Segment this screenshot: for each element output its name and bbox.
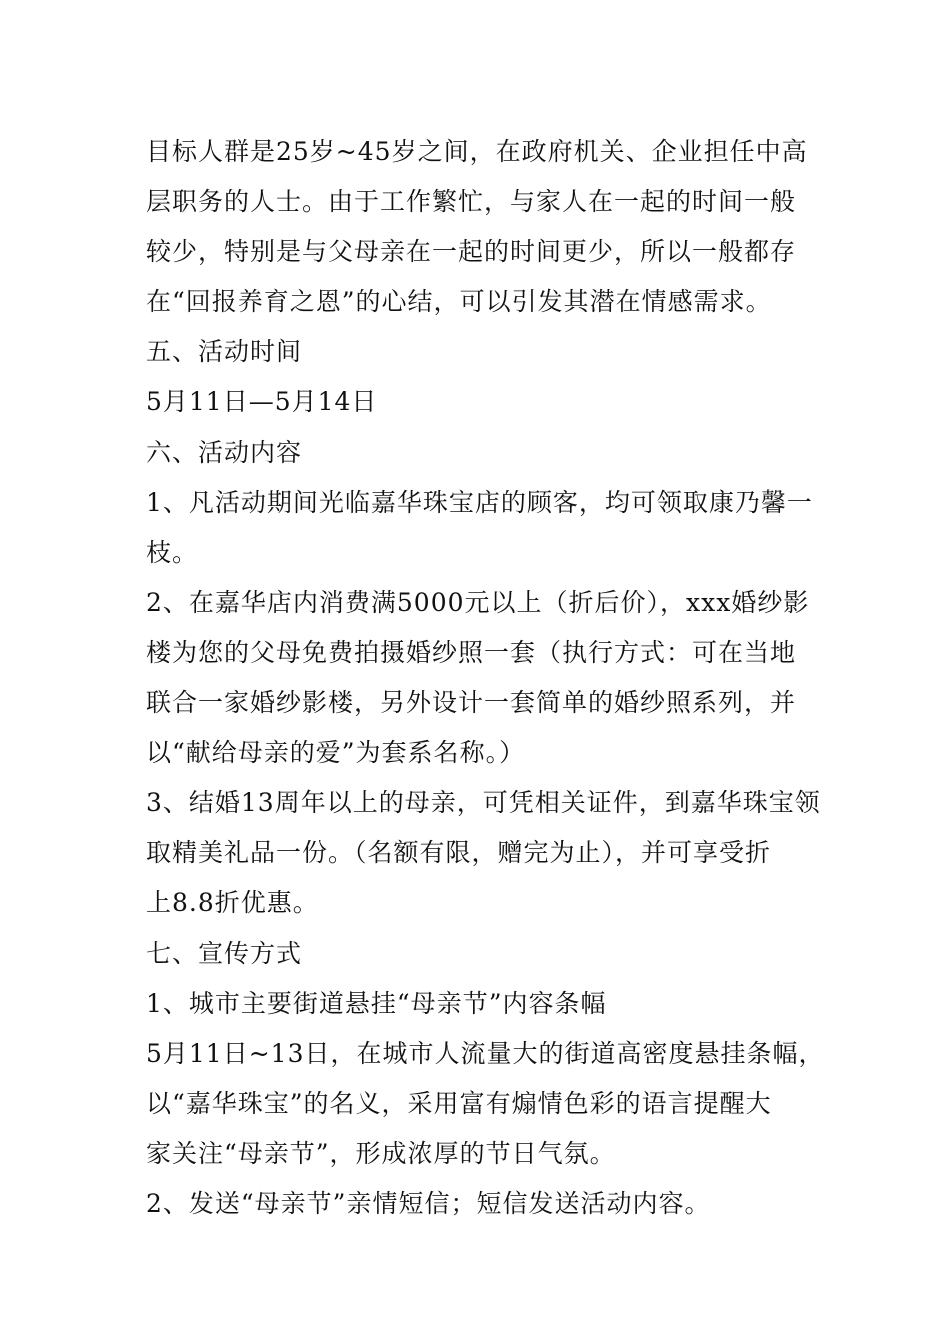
paragraph-line: 较少，特别是与父母亲在一起的时间更少，所以一般都存	[146, 237, 797, 267]
list-item-line: 1、城市主要街道悬挂“母亲节”内容条幅	[146, 988, 607, 1018]
list-item-line: 取精美礼品一份。（名额有限，赠完为止），并可享受折	[146, 838, 772, 868]
paragraph-line: 层职务的人士。由于工作繁忙，与家人在一起的时间一般	[146, 187, 797, 217]
section-heading: 六、活动内容	[146, 437, 303, 467]
section-heading: 七、宣传方式	[146, 938, 303, 968]
list-item-line: 2、发送“母亲节”亲情短信；短信发送活动内容。	[146, 1188, 711, 1218]
paragraph-line: 目标人群是25岁~45岁之间，在政府机关、企业担任中高	[146, 137, 808, 166]
list-item-line: 上8.8折优惠。	[146, 888, 319, 918]
activity-date: 5月11日—5月14日	[146, 387, 378, 417]
section-heading: 五、活动时间	[146, 337, 303, 367]
paragraph-line: 5月11日~13日，在城市人流量大的街道高密度悬挂条幅，	[146, 1038, 825, 1068]
list-item-line: 3、结婚13周年以上的母亲，可凭相关证件，到嘉华珠宝领	[146, 788, 821, 818]
list-item-line: 联合一家婚纱影楼，另外设计一套简单的婚纱照系列，并	[146, 688, 797, 718]
paragraph-line: 以“嘉华珠宝”的名义，采用富有煽情色彩的语言提醒大	[146, 1088, 772, 1118]
list-item-line: 以“献给母亲的爱”为套系名称。）	[146, 738, 526, 768]
list-item-line: 2、在嘉华店内消费满5000元以上（折后价），xxx婚纱影	[146, 587, 810, 617]
list-item-line: 枝。	[146, 537, 199, 567]
list-item-line: 1、凡活动期间光临嘉华珠宝店的顾客，均可领取康乃馨一	[146, 487, 813, 517]
document-body	[146, 127, 825, 1229]
paragraph-line: 在“回报养育之恩”的心结，可以引发其潜在情感需求。	[146, 287, 772, 317]
paragraph-line: 家关注“母亲节”，形成浓厚的节日气氛。	[146, 1138, 616, 1168]
list-item-line: 楼为您的父母免费拍摄婚纱照一套（执行方式：可在当地	[146, 637, 797, 667]
